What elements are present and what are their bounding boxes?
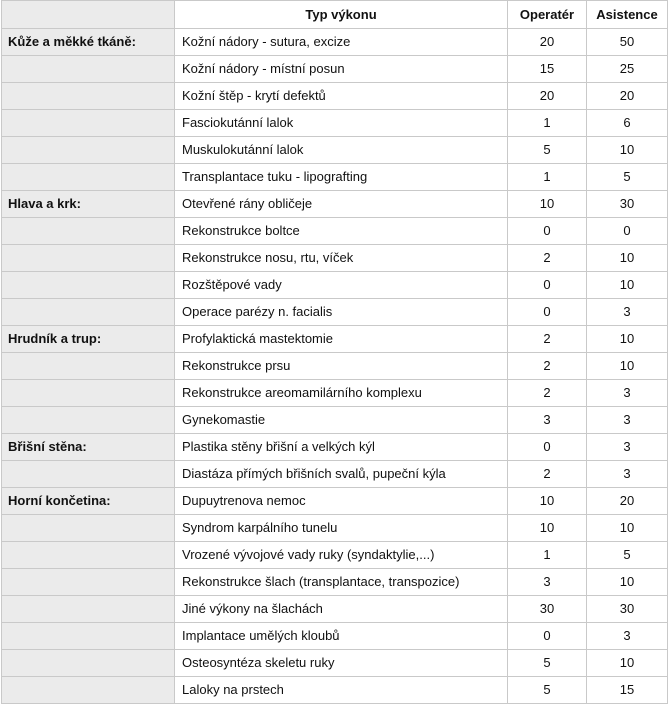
table-body [2,29,668,704]
assistance-count-cell: 30 [587,191,668,218]
table-row [2,488,668,515]
operator-count-cell: 2 [508,245,587,272]
table-row [2,677,668,704]
table-row [2,83,668,110]
procedure-cell: Diastáza přímých břišních svalů, pupeční kýla [175,461,508,488]
operator-count-cell: 5 [508,677,587,704]
operator-count-cell: 10 [508,191,587,218]
category-cell [2,542,175,569]
assistance-count-cell: 5 [587,164,668,191]
operator-count-cell: 3 [508,407,587,434]
procedure-cell: Fasciokutánní lalok [175,110,508,137]
category-cell [2,56,175,83]
header-row [2,1,668,29]
assistance-count-cell: 3 [587,299,668,326]
procedure-cell: Transplantace tuku - lipografting [175,164,508,191]
operator-count-cell: 30 [508,596,587,623]
table-row [2,29,668,56]
operator-count-cell: 0 [508,299,587,326]
assistance-count-cell: 5 [587,542,668,569]
assistance-count-cell: 10 [587,326,668,353]
assistance-count-cell: 3 [587,623,668,650]
assistance-count-cell: 10 [587,353,668,380]
operator-count-cell: 2 [508,326,587,353]
procedure-cell: Laloky na prstech [175,677,508,704]
table-row [2,542,668,569]
category-cell [2,569,175,596]
operator-count-cell: 1 [508,542,587,569]
operator-count-cell: 20 [508,83,587,110]
category-cell [2,515,175,542]
category-cell: Hrudník a trup: [2,326,175,353]
header-assistance: Asistence [587,1,668,29]
assistance-count-cell: 3 [587,461,668,488]
table-row [2,299,668,326]
assistance-count-cell: 3 [587,407,668,434]
procedure-cell: Implantace umělých kloubů [175,623,508,650]
category-cell [2,110,175,137]
procedure-cell: Rekonstrukce areomamilárního komplexu [175,380,508,407]
assistance-count-cell: 10 [587,245,668,272]
category-cell [2,650,175,677]
assistance-count-cell: 10 [587,137,668,164]
operator-count-cell: 2 [508,353,587,380]
category-cell [2,137,175,164]
procedure-cell: Rekonstrukce šlach (transplantace, transpozice) [175,569,508,596]
table-row [2,623,668,650]
category-cell [2,380,175,407]
procedure-cell: Jiné výkony na šlachách [175,596,508,623]
operator-count-cell: 2 [508,461,587,488]
operator-count-cell: 0 [508,623,587,650]
category-cell [2,623,175,650]
operator-count-cell: 3 [508,569,587,596]
procedure-cell: Plastika stěny břišní a velkých kýl [175,434,508,461]
assistance-count-cell: 3 [587,380,668,407]
table-row [2,353,668,380]
procedure-cell: Gynekomastie [175,407,508,434]
assistance-count-cell: 0 [587,218,668,245]
category-cell: Břišní stěna: [2,434,175,461]
procedure-cell: Rekonstrukce nosu, rtu, víček [175,245,508,272]
table-row [2,137,668,164]
category-cell [2,245,175,272]
operator-count-cell: 1 [508,164,587,191]
procedure-cell: Syndrom karpálního tunelu [175,515,508,542]
procedures-table [1,0,668,704]
header-category [2,1,175,29]
operator-count-cell: 10 [508,515,587,542]
category-cell [2,461,175,488]
table-row [2,272,668,299]
operator-count-cell: 1 [508,110,587,137]
table-row [2,191,668,218]
procedure-cell: Rekonstrukce prsu [175,353,508,380]
assistance-count-cell: 6 [587,110,668,137]
category-cell [2,596,175,623]
assistance-count-cell: 10 [587,569,668,596]
assistance-count-cell: 20 [587,83,668,110]
procedure-cell: Profylaktická mastektomie [175,326,508,353]
operator-count-cell: 15 [508,56,587,83]
operator-count-cell: 0 [508,272,587,299]
assistance-count-cell: 50 [587,29,668,56]
category-cell [2,353,175,380]
category-cell: Hlava a krk: [2,191,175,218]
operator-count-cell: 2 [508,380,587,407]
category-cell [2,299,175,326]
table-row [2,596,668,623]
table-row [2,515,668,542]
operator-count-cell: 0 [508,218,587,245]
table-row [2,56,668,83]
header-procedure: Typ výkonu [175,1,508,29]
procedure-cell: Kožní štěp - krytí defektů [175,83,508,110]
assistance-count-cell: 10 [587,515,668,542]
assistance-count-cell: 3 [587,434,668,461]
category-cell [2,407,175,434]
procedure-cell: Kožní nádory - místní posun [175,56,508,83]
table-row [2,461,668,488]
operator-count-cell: 5 [508,137,587,164]
assistance-count-cell: 10 [587,650,668,677]
category-cell: Kůže a měkké tkáně: [2,29,175,56]
procedure-cell: Kožní nádory - sutura, excize [175,29,508,56]
procedure-cell: Rozštěpové vady [175,272,508,299]
table-row [2,407,668,434]
assistance-count-cell: 10 [587,272,668,299]
assistance-count-cell: 25 [587,56,668,83]
procedure-cell: Otevřené rány obličeje [175,191,508,218]
category-cell [2,218,175,245]
table-row [2,218,668,245]
table-row [2,434,668,461]
table-row [2,110,668,137]
procedure-cell: Dupuytrenova nemoc [175,488,508,515]
category-cell [2,677,175,704]
table-row [2,164,668,191]
table-row [2,650,668,677]
operator-count-cell: 5 [508,650,587,677]
table-row [2,569,668,596]
table-header [2,1,668,29]
category-cell: Horní končetina: [2,488,175,515]
procedure-cell: Osteosyntéza skeletu ruky [175,650,508,677]
category-cell [2,164,175,191]
procedure-cell: Rekonstrukce boltce [175,218,508,245]
header-operator: Operatér [508,1,587,29]
procedure-cell: Muskulokutánní lalok [175,137,508,164]
assistance-count-cell: 15 [587,677,668,704]
assistance-count-cell: 30 [587,596,668,623]
procedure-cell: Vrozené vývojové vady ruky (syndaktylie,...) [175,542,508,569]
operator-count-cell: 10 [508,488,587,515]
assistance-count-cell: 20 [587,488,668,515]
operator-count-cell: 20 [508,29,587,56]
table-row [2,380,668,407]
category-cell [2,83,175,110]
operator-count-cell: 0 [508,434,587,461]
table-row [2,326,668,353]
table-row [2,245,668,272]
procedure-cell: Operace parézy n. facialis [175,299,508,326]
category-cell [2,272,175,299]
